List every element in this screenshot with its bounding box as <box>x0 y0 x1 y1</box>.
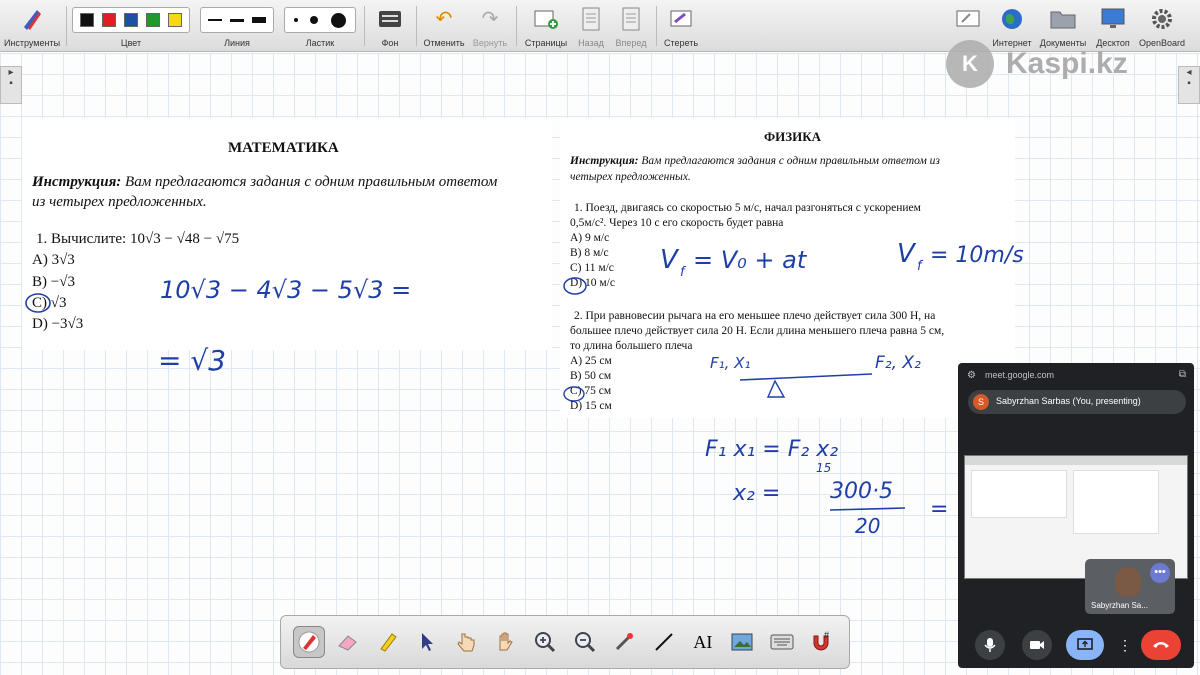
ink-lever-equation: F₁ x₁ = F₂ x₂ <box>705 437 839 462</box>
board-icon <box>955 6 981 32</box>
ink-velocity-formula: = V₀ + at <box>693 246 807 274</box>
physics-q2-line2: большее плечо действует сила 20 Н. Если длина меньшего плеча равна 5 см, <box>570 325 945 337</box>
preview-toolbar <box>965 456 1188 465</box>
meet-window <box>958 363 1194 668</box>
interact-tool-button[interactable] <box>450 626 482 658</box>
text-tool-icon: AI <box>693 631 713 652</box>
physics-q2-option-b: B) 50 см <box>570 370 612 382</box>
physics-instruction-bold: Инструкция: <box>570 155 639 167</box>
pages-label: Страницы <box>524 38 568 48</box>
back-page-icon <box>578 6 604 32</box>
kaspi-watermark-text: Kaspi.kz <box>1006 47 1128 80</box>
meet-url: meet.google.com <box>985 370 1055 380</box>
physics-q1-option-c: C) 11 м/с <box>570 262 614 274</box>
physics-q1-option-b: B) 8 м/с <box>570 247 609 259</box>
color-label: Цвет <box>120 38 142 48</box>
pen-tool-button[interactable] <box>293 626 325 658</box>
globe-icon <box>999 6 1025 32</box>
desktop-label: Десктоп <box>1096 38 1130 48</box>
monitor-icon <box>1100 6 1126 32</box>
magnet-icon <box>809 630 833 654</box>
microphone-button[interactable] <box>975 630 1005 660</box>
math-option-d: D) −3√3 <box>32 316 84 332</box>
erase-all-button[interactable] <box>660 2 702 50</box>
physics-q2-option-c: C) 75 см <box>570 385 612 397</box>
back-label: Назад <box>578 38 604 48</box>
ink-fraction-denominator: 20 <box>855 514 881 538</box>
ink-equals-sign: = <box>930 497 949 522</box>
math-instruction-line2: из четырех предложенных. <box>32 194 207 210</box>
drawing-tools-bar <box>280 615 850 669</box>
laser-pointer-icon <box>612 630 636 654</box>
ink-x2-label: x₂ = <box>733 481 781 506</box>
right-panel-toggle[interactable]: ◂ ▪ <box>1178 66 1200 104</box>
preview-physics-sheet <box>1073 470 1159 534</box>
zoom-out-icon <box>573 630 597 654</box>
divider <box>364 6 365 46</box>
math-instruction-text: Вам предлагаются задания с одним правильным ответом <box>125 174 498 190</box>
math-instruction-line1 <box>32 174 497 191</box>
text-tool-button[interactable] <box>687 626 719 658</box>
cursor-arrow-icon <box>417 631 437 653</box>
hang-up-icon <box>1152 640 1170 650</box>
svg-text:#: # <box>824 630 830 640</box>
folder-icon <box>1050 6 1076 32</box>
highlighter-icon <box>376 630 400 654</box>
pen-icon <box>297 630 321 654</box>
forward-button[interactable] <box>612 2 650 50</box>
line-thin-option[interactable] <box>208 19 222 21</box>
forward-page-icon <box>618 6 644 32</box>
keyboard-icon <box>770 634 794 650</box>
eraser-large-option[interactable] <box>331 13 346 28</box>
tune-icon[interactable]: ⚙ <box>967 370 976 381</box>
camera-button[interactable] <box>1022 630 1052 660</box>
add-page-icon <box>533 6 559 32</box>
line-group <box>200 2 274 50</box>
eraser-group <box>284 2 356 50</box>
laser-pointer-button[interactable] <box>608 626 640 658</box>
physics-q2-line3: то длина большего плеча <box>570 340 693 352</box>
zoom-in-icon <box>533 630 557 654</box>
divider <box>416 6 417 46</box>
camera-icon <box>1029 639 1045 651</box>
leave-call-button[interactable] <box>1141 630 1181 660</box>
presenter-avatar: S <box>973 394 989 410</box>
preview-math-sheet <box>971 470 1067 518</box>
present-icon <box>1077 638 1093 652</box>
math-instruction-bold: Инструкция: <box>32 174 122 190</box>
color-black-swatch[interactable] <box>80 13 94 27</box>
person-avatar <box>1115 567 1141 597</box>
line-thick-option[interactable] <box>252 17 266 23</box>
present-screen-button[interactable] <box>1066 630 1104 660</box>
color-blue-swatch[interactable] <box>124 13 138 27</box>
physics-task-sheet <box>560 118 1015 418</box>
eraser-medium-option[interactable] <box>310 16 318 24</box>
pointing-hand-icon <box>455 631 477 653</box>
self-video-tile[interactable] <box>1085 559 1175 614</box>
ink-velocity-sub2: f <box>917 259 922 274</box>
color-group <box>72 2 190 50</box>
hand-pan-tool-button[interactable] <box>490 626 522 658</box>
eraser-small-option[interactable] <box>294 18 298 22</box>
gear-icon <box>1149 6 1175 32</box>
forward-label: Вперед <box>615 38 647 48</box>
math-task-sheet <box>22 118 552 350</box>
physics-q2-option-a: A) 25 см <box>570 355 612 367</box>
ink-velocity-result: = 10m/s <box>930 243 1024 268</box>
ink-fraction-numerator: 300·5 <box>830 479 893 504</box>
popout-icon[interactable]: ⧉ <box>1178 369 1186 380</box>
redo-button[interactable] <box>470 2 510 50</box>
background-button[interactable] <box>370 2 410 50</box>
physics-instruction-line2: четырех предложенных. <box>570 171 691 183</box>
math-question: 1. Вычислите: 10√3 − √48 − √75 <box>36 231 240 247</box>
microphone-icon <box>983 637 997 653</box>
presenting-banner[interactable] <box>968 390 1186 414</box>
physics-q1-line2: 0,5м/с². Через 10 с его скорость будет равна <box>570 217 784 229</box>
ink-velocity-sub: f <box>680 265 685 280</box>
kaspi-logo-icon: K <box>946 40 994 88</box>
eraser-label: Ластик <box>305 38 335 48</box>
divider <box>656 6 657 46</box>
math-title: МАТЕМАТИКА <box>228 140 339 156</box>
kaspi-watermark <box>946 40 1128 88</box>
pens-icon <box>19 6 45 32</box>
eraser-icon <box>336 632 360 652</box>
line-icon <box>653 631 675 653</box>
physics-q1-option-a: A) 9 м/с <box>570 232 610 244</box>
physics-q1-option-d: D) 10 м/с <box>570 277 615 289</box>
zoom-in-button[interactable] <box>529 626 561 658</box>
tools-label: Инструменты <box>3 38 61 48</box>
physics-title: ФИЗИКА <box>764 129 822 144</box>
openboard-button[interactable] <box>1136 2 1188 50</box>
capture-icon <box>730 631 754 653</box>
virtual-keyboard-button[interactable] <box>766 626 798 658</box>
redo-label: Вернуть <box>472 38 508 48</box>
erase-label: Стереть <box>663 38 699 48</box>
divider <box>66 6 67 46</box>
ink-velocity-v2: V <box>897 239 915 269</box>
physics-q2-option-d: D) 15 см <box>570 400 612 412</box>
color-green-swatch[interactable] <box>146 13 160 27</box>
color-red-swatch[interactable] <box>102 13 116 27</box>
line-widths <box>200 7 274 33</box>
math-option-c: C) √3 <box>32 295 67 311</box>
undo-label: Отменить <box>423 38 465 48</box>
more-options-icon[interactable]: ••• <box>1150 563 1170 583</box>
ink-math-simplify: 10√3 − 4√3 − 5√3 = <box>160 276 412 304</box>
presenter-name: Sabyrzhan Sarbas (You, presenting) <box>996 396 1141 406</box>
tools-button[interactable] <box>0 2 64 50</box>
color-palette <box>72 7 190 33</box>
highlighter-tool-button[interactable] <box>372 626 404 658</box>
more-actions-button[interactable]: ⋮ <box>1118 636 1132 653</box>
keyboard-background-icon <box>377 6 403 32</box>
undo-icon: ↶ <box>435 8 453 30</box>
line-label: Линия <box>224 38 250 48</box>
physics-q1-line1: 1. Поезд, двигаясь со скоростью 5 м/с, начал разгоняться с ускорением <box>574 202 921 214</box>
internet-label: Интернет <box>992 38 1032 48</box>
eraser-sizes <box>284 7 356 33</box>
ink-velocity-v: V <box>660 245 678 275</box>
color-yellow-swatch[interactable] <box>168 13 182 27</box>
left-panel-toggle[interactable]: ▸ ▪ <box>0 66 22 104</box>
physics-q2-line1: 2. При равновесии рычага на его меньшее плечо действует сила 300 Н, на <box>574 310 936 322</box>
undo-button[interactable] <box>420 2 468 50</box>
pages-button[interactable] <box>520 2 572 50</box>
documents-label: Документы <box>1039 38 1087 48</box>
line-tool-button[interactable] <box>648 626 680 658</box>
redo-icon: ↷ <box>481 8 499 30</box>
physics-instruction-line1 <box>570 155 940 167</box>
line-medium-option[interactable] <box>230 19 244 22</box>
openboard-label: OpenBoard <box>1138 38 1186 48</box>
zoom-out-button[interactable] <box>569 626 601 658</box>
background-label: Фон <box>381 38 399 48</box>
math-option-a: A) 3√3 <box>32 252 75 268</box>
math-option-b: B) −√3 <box>32 274 75 290</box>
eraser-tool-button[interactable] <box>332 626 364 658</box>
grid-magnet-button[interactable] <box>805 626 837 658</box>
ink-lever-left: F₁, X₁ <box>710 354 751 372</box>
capture-tool-button[interactable] <box>726 626 758 658</box>
erase-board-icon <box>668 6 694 32</box>
physics-instruction-text: Вам предлагаются задания с одним правильным ответом из <box>641 155 940 167</box>
ink-small-number: 15 <box>816 461 832 475</box>
divider <box>516 6 517 46</box>
select-tool-button[interactable] <box>411 626 443 658</box>
ink-math-answer: = √3 <box>158 344 227 377</box>
hand-icon <box>495 631 517 653</box>
self-video-name: Sabyrzhan Sa... <box>1091 601 1148 610</box>
back-button[interactable] <box>574 2 608 50</box>
ink-lever-right: F₂, X₂ <box>875 353 921 373</box>
